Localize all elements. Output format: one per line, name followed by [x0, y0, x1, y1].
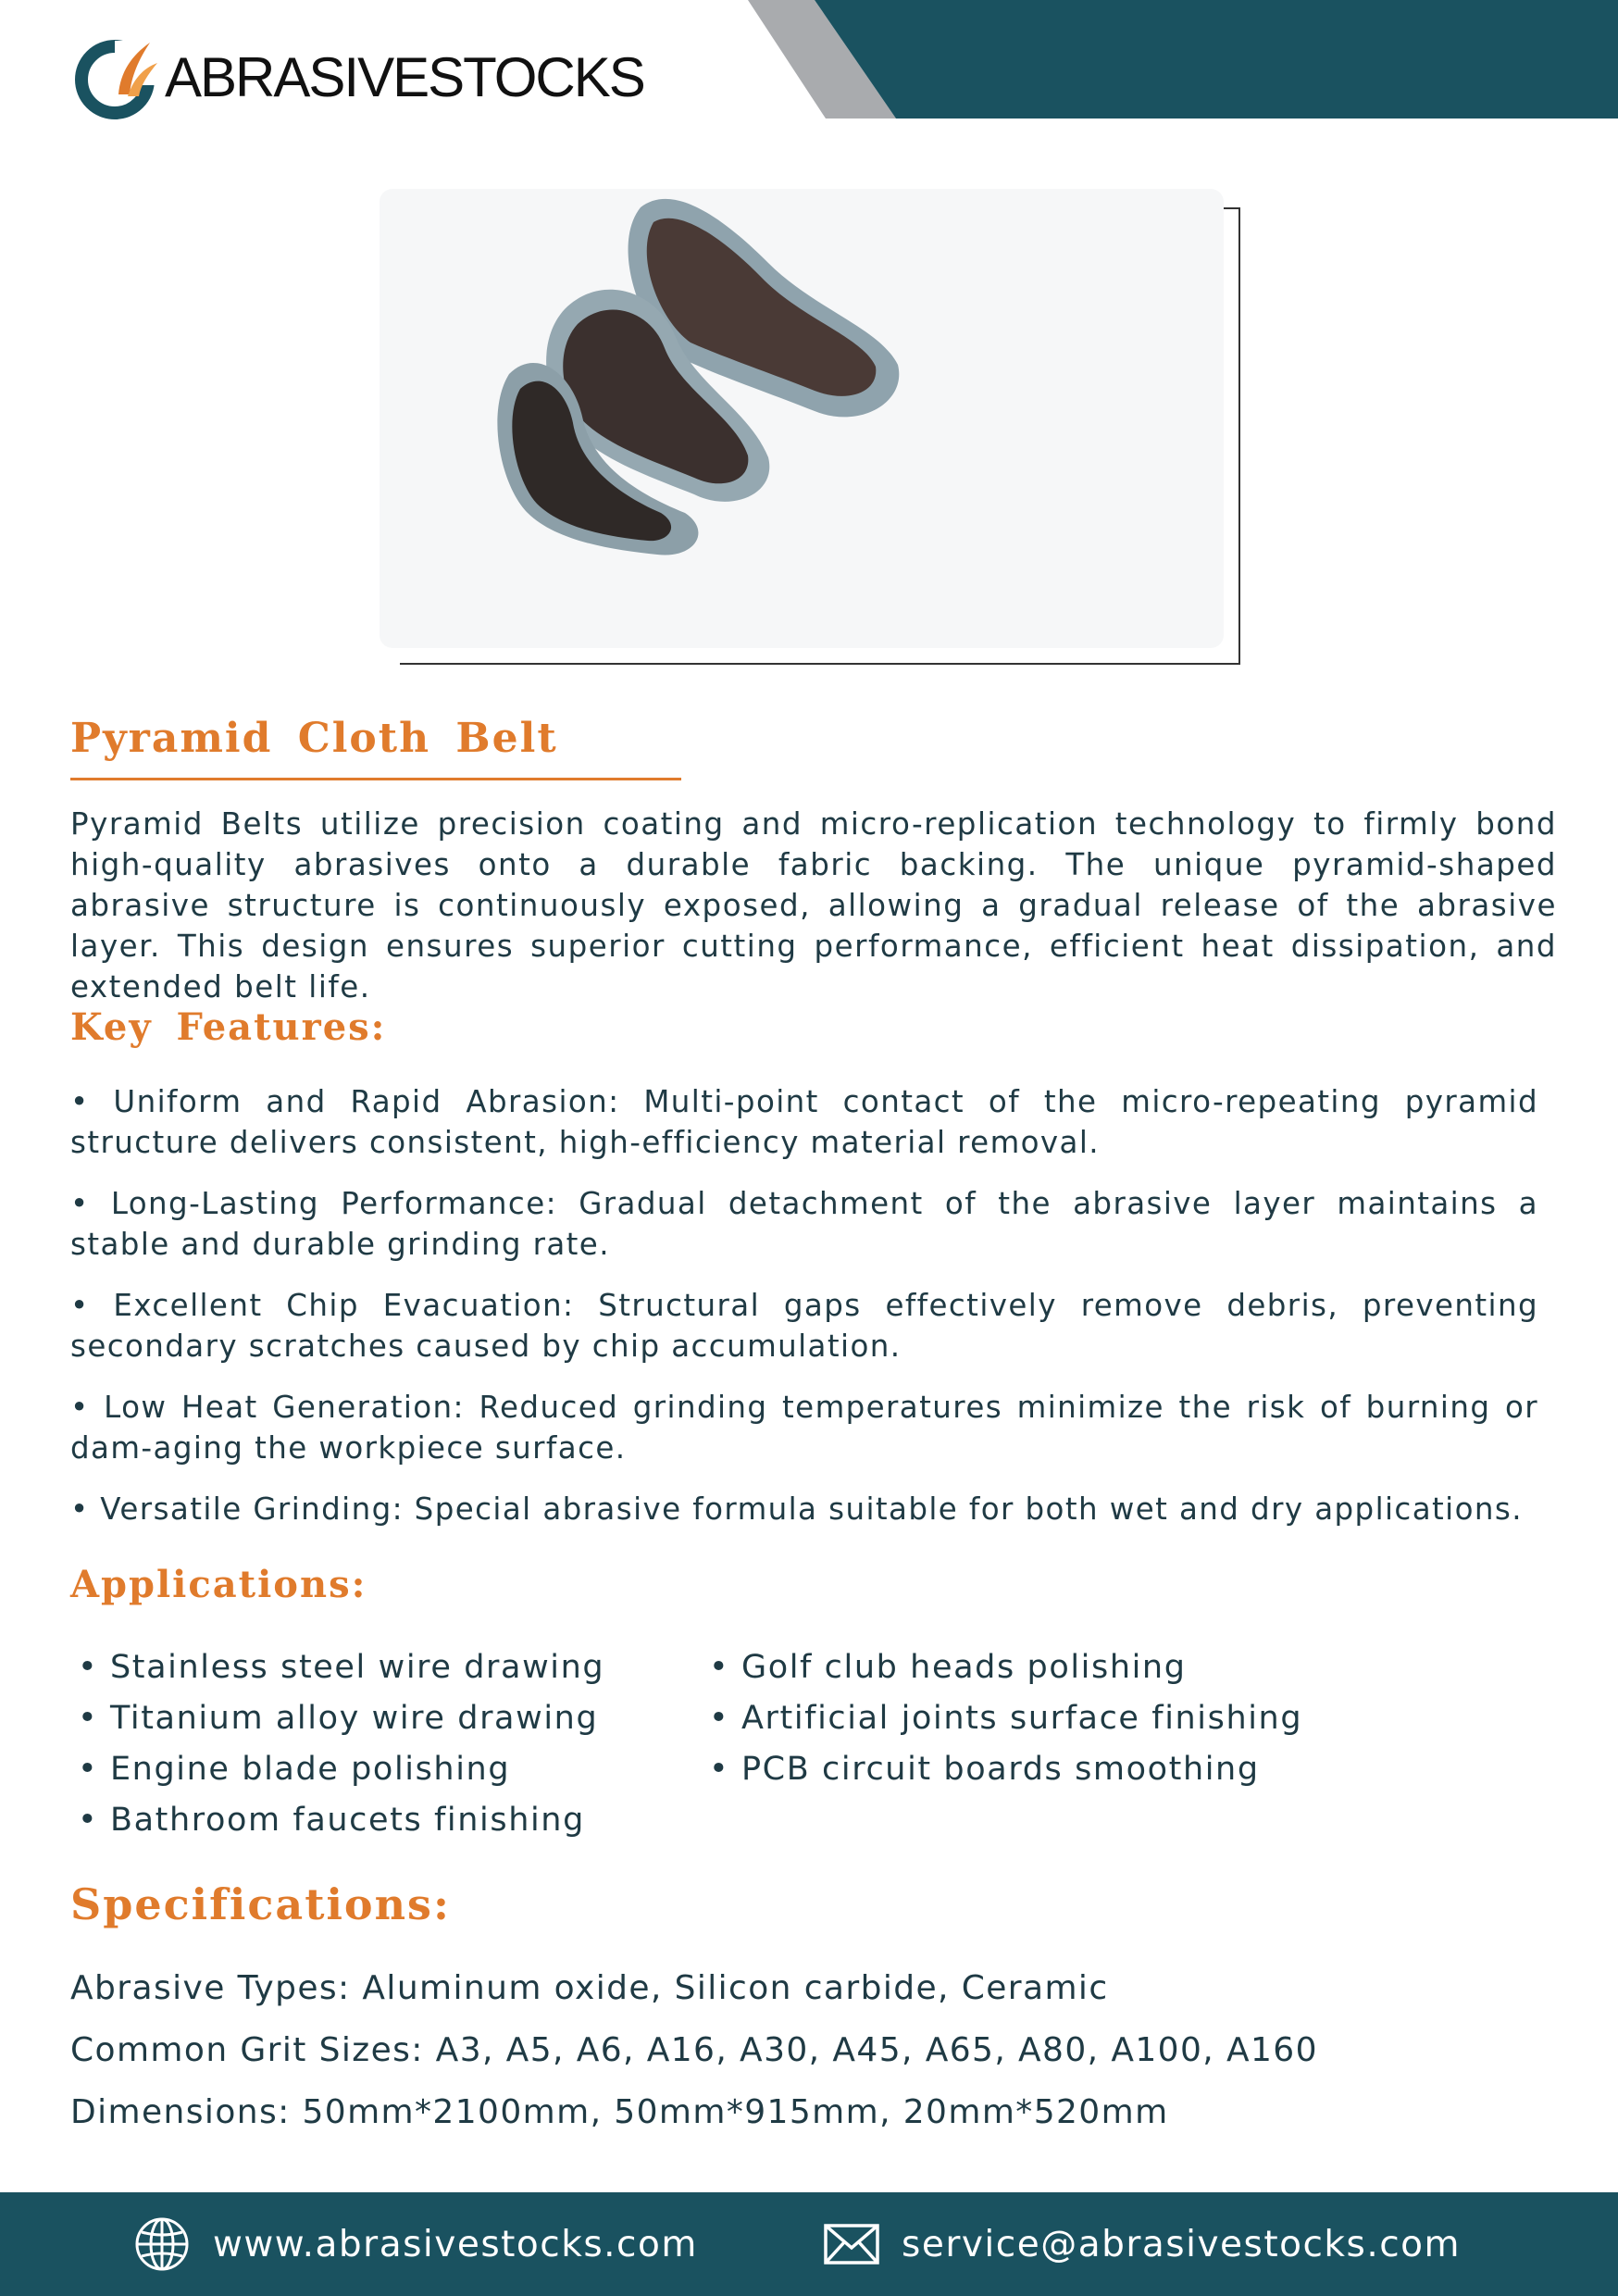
globe-icon	[133, 2215, 191, 2273]
applications-list-left	[78, 1642, 604, 1846]
product-intro: Pyramid Belts utilize precision coating and micro-replication technology to firmly bond high-quality abrasives onto a durable fabric backing. The unique pyramid-shaped abrasive structure is continuously exposed, allowing a gradual release of the abrasive layer. This design ensures superior cutting performance, efficient heat dissipation, and extended belt life.	[70, 806, 1557, 1004]
feature-item: • Low Heat Generation: Reduced grinding temperatures minimize the risk of burning or dam-aging the workpiece surface.	[70, 1390, 1538, 1466]
product-photo	[380, 189, 1224, 648]
applications-title: Applications:	[70, 1563, 367, 1606]
spec-grit-sizes: Common Grit Sizes: A3, A5, A6, A16, A30, A45, A65, A80, A100, A160	[70, 2031, 1318, 2069]
page-header	[0, 0, 1618, 119]
application-item: • Golf club heads polishing	[709, 1649, 1187, 1686]
application-item: • Bathroom faucets finishing	[78, 1802, 585, 1839]
brand-logo[interactable]	[74, 33, 644, 122]
application-item: • PCB circuit boards smoothing	[709, 1751, 1260, 1788]
website-text: www.abrasivestocks.com	[213, 2223, 698, 2265]
email-text: service@abrasivestocks.com	[902, 2223, 1462, 2265]
specifications-list	[70, 1957, 1318, 2143]
page-footer	[0, 2192, 1618, 2296]
feature-item: • Long-Lasting Performance: Gradual detachment of the abrasive layer maintains a stable and durable grinding rate.	[70, 1186, 1538, 1262]
specifications-title: Specifications:	[70, 1879, 451, 1929]
application-item: • Engine blade polishing	[78, 1751, 511, 1788]
title-underline	[70, 778, 681, 780]
abrasive-belts-photo-icon	[380, 189, 1224, 648]
applications-list-right	[709, 1642, 1302, 1795]
application-item: • Stainless steel wire drawing	[78, 1649, 605, 1686]
website-link[interactable]	[133, 2192, 698, 2296]
product-title: Pyramid Cloth Belt	[70, 715, 558, 762]
spec-dimensions: Dimensions: 50mm*2100mm, 50mm*915mm, 20mm*520mm	[70, 2093, 1169, 2131]
email-link[interactable]	[824, 2192, 1461, 2296]
brand-name: ABRASIVESTOCKS	[165, 46, 644, 108]
feature-item: • Uniform and Rapid Abrasion: Multi-point contact of the micro-repeating pyramid structure delivers consistent, high-efficiency material removal.	[70, 1084, 1538, 1160]
features-list	[70, 1081, 1538, 1550]
features-title: Key Features:	[70, 1005, 387, 1049]
application-item: • Titanium alloy wire drawing	[78, 1700, 599, 1737]
logo-mark-icon	[74, 35, 159, 120]
feature-item: • Excellent Chip Evacuation: Structural gaps effectively remove debris, preventing secondary scratches caused by chip accumulation.	[70, 1288, 1538, 1364]
envelope-icon	[824, 2224, 879, 2265]
application-item: • Artificial joints surface finishing	[709, 1700, 1303, 1737]
feature-item: • Versatile Grinding: Special abrasive formula suitable for both wet and dry applications.	[70, 1491, 1523, 1527]
spec-abrasive-types: Abrasive Types: Aluminum oxide, Silicon carbide, Ceramic	[70, 1969, 1109, 2007]
